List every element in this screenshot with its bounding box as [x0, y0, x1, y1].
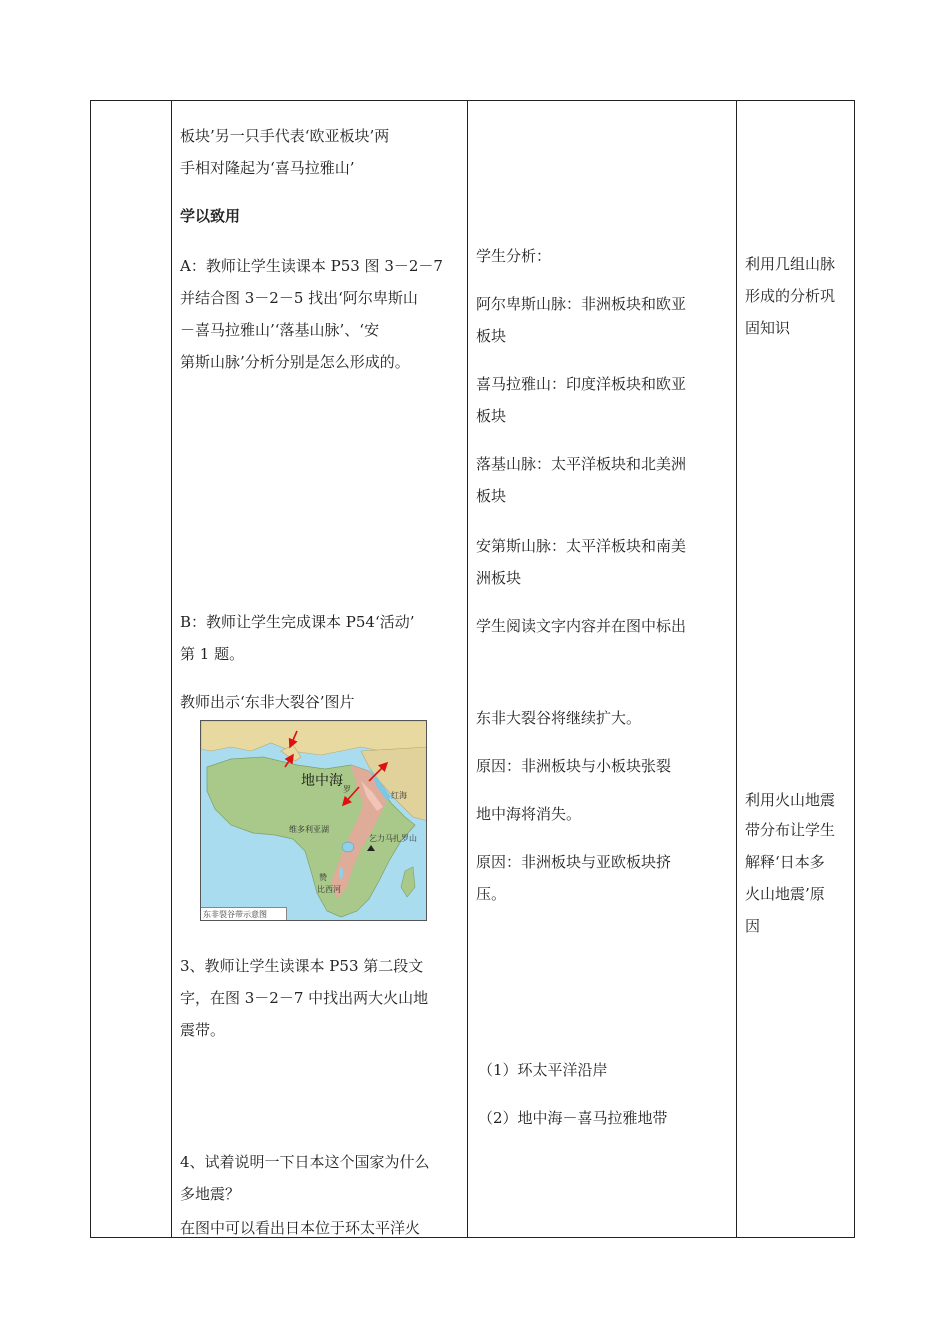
student-analysis-line: 学生分析：: [476, 247, 552, 265]
question-3-line: 震带。: [180, 1021, 226, 1039]
activity-b-line: B：教师让学生完成课本 P54‘活动’: [180, 613, 415, 631]
activity-a-line: －喜马拉雅山’‘落基山脉’、‘安: [180, 321, 380, 339]
question-4-line: 4、试着说明一下日本这个国家为什么: [180, 1153, 430, 1171]
design-intent-line: 利用几组山脉: [745, 255, 836, 273]
activity-a-line: 并结合图 3－2－5 找出‘阿尔卑斯山: [180, 289, 418, 307]
question-3-line: 3、教师让学生读课本 P53 第二段文: [180, 957, 424, 975]
question-3-line: 字，在图 3－2－7 中找出两大火山地: [180, 989, 429, 1007]
activity-b-line: 教师出示‘东非大裂谷’图片: [180, 693, 355, 711]
student-analysis-line: 板块: [476, 407, 507, 425]
zambezi-label: 赞: [319, 873, 327, 882]
map-caption: 东非裂谷带示意图: [201, 907, 287, 920]
student-rift-line: 东非大裂谷将继续扩大。: [476, 709, 642, 727]
student-rift-line: 压。: [476, 885, 507, 903]
activity-b-line: 第 1 题。: [180, 645, 245, 663]
column-divider-1: [171, 101, 172, 1237]
kilimanjaro-label: 乞力马扎罗山: [369, 834, 417, 843]
volcano-belt-line: （1）环太平洋沿岸: [478, 1061, 608, 1079]
design-intent-line: 利用火山地震: [745, 791, 836, 809]
red-sea-label: 红海: [391, 791, 407, 800]
student-rift-line: 地中海将消失。: [476, 805, 582, 823]
question-4-line: 多地震？: [180, 1185, 241, 1203]
student-analysis-line: 阿尔卑斯山脉：非洲板块和欧亚: [476, 295, 687, 313]
student-analysis-line: 板块: [476, 487, 507, 505]
teacher-text-line: 手相对隆起为‘喜马拉雅山’: [180, 159, 355, 177]
zambezi-label: 比西河: [317, 885, 341, 894]
activity-a-line: 第斯山脉’分析分别是怎么形成的。: [180, 353, 410, 371]
student-analysis-line: 落基山脉：太平洋板块和北美洲: [476, 455, 687, 473]
activity-a-line: A：教师让学生读课本 P53 图 3－2－7: [180, 257, 443, 275]
student-rift-line: 原因：非洲板块与小板块张裂: [476, 757, 672, 775]
design-intent-line: 解释‘日本多: [745, 853, 825, 871]
student-analysis-line: 板块: [476, 327, 507, 345]
student-analysis-line: 洲板块: [476, 569, 522, 587]
design-intent-line: 固知识: [745, 319, 791, 337]
question-4-line: 在图中可以看出日本位于环太平洋火: [180, 1219, 421, 1237]
mediterranean-label: 地中海: [301, 773, 343, 789]
east-africa-rift-map: [200, 720, 427, 921]
student-analysis-line: 学生阅读文字内容并在图中标出: [476, 617, 687, 635]
nile-label: 罗: [343, 785, 351, 794]
design-intent-line: 形成的分析巩: [745, 287, 836, 305]
student-analysis-line: 喜马拉雅山：印度洋板块和欧亚: [476, 375, 687, 393]
design-intent-line: 带分布让学生: [745, 821, 836, 839]
teacher-text-line: 板块’另一只手代表‘欧亚板块’两: [180, 127, 390, 145]
lake-victoria-label: 维多利亚湖: [289, 825, 329, 834]
africa-map-graphic: [201, 721, 427, 921]
volcano-belt-line: （2）地中海－喜马拉雅地带: [478, 1109, 668, 1127]
column-divider-3: [736, 101, 737, 1237]
design-intent-line: 火山地震’原: [745, 885, 825, 903]
section-heading: 学以致用: [180, 207, 241, 225]
student-rift-line: 原因：非洲板块与亚欧板块挤: [476, 853, 672, 871]
column-divider-2: [467, 101, 468, 1237]
student-analysis-line: 安第斯山脉：太平洋板块和南美: [476, 537, 687, 555]
design-intent-line: 因: [745, 917, 761, 935]
